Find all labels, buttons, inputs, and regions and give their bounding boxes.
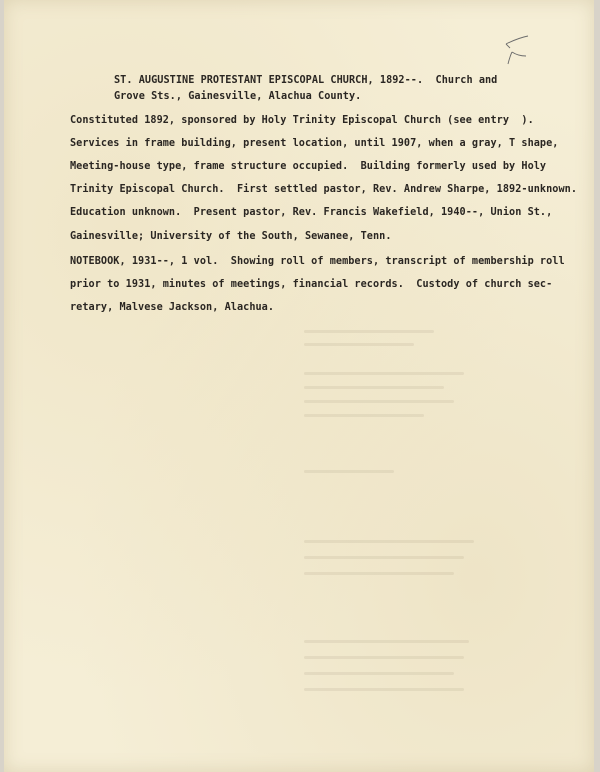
bleed-through-ghost-line: [304, 414, 424, 417]
pencil-check-marks: [496, 34, 536, 70]
bleed-through-ghost-line: [304, 656, 464, 659]
bleed-through-ghost-line: [304, 572, 454, 575]
bleed-through-ghost-line: [304, 540, 474, 543]
body-text-line: Education unknown. Present pastor, Rev. Francis Wakefield, 1940--, Union St.,: [70, 207, 553, 218]
bleed-through-ghost-line: [304, 556, 464, 559]
body-text-line: Gainesville; University of the South, Sewanee, Tenn.: [70, 231, 392, 242]
body-text-line: Constituted 1892, sponsored by Holy Trinity Episcopal Church (see entry ).: [70, 115, 534, 126]
notebook-entry-line: retary, Malvese Jackson, Alachua.: [70, 302, 275, 313]
bleed-through-ghost-line: [304, 343, 414, 346]
document-page: [4, 0, 594, 772]
notebook-entry-line: NOTEBOOK, 1931--, 1 vol. Showing roll of members, transcript of membership roll: [70, 256, 565, 267]
heading-line: Grove Sts., Gainesville, Alachua County.: [114, 91, 362, 102]
bleed-through-ghost-line: [304, 640, 469, 643]
body-text-line: Services in frame building, present location, until 1907, when a gray, T shape,: [70, 138, 559, 149]
body-text-line: Meeting-house type, frame structure occupied. Building formerly used by Holy: [70, 161, 547, 172]
bleed-through-ghost-line: [304, 672, 454, 675]
bleed-through-ghost-line: [304, 330, 434, 333]
heading-line: ST. AUGUSTINE PROTESTANT EPISCOPAL CHURCH, 1892--. Church and: [114, 75, 498, 86]
bleed-through-ghost-line: [304, 400, 454, 403]
body-text-line: Trinity Episcopal Church. First settled pastor, Rev. Andrew Sharpe, 1892-unknown.: [70, 184, 578, 195]
bleed-through-ghost-line: [304, 372, 464, 375]
bleed-through-ghost-line: [304, 470, 394, 473]
bleed-through-ghost-line: [304, 688, 464, 691]
bleed-through-ghost-line: [304, 386, 444, 389]
notebook-entry-line: prior to 1931, minutes of meetings, financial records. Custody of church sec-: [70, 279, 553, 290]
